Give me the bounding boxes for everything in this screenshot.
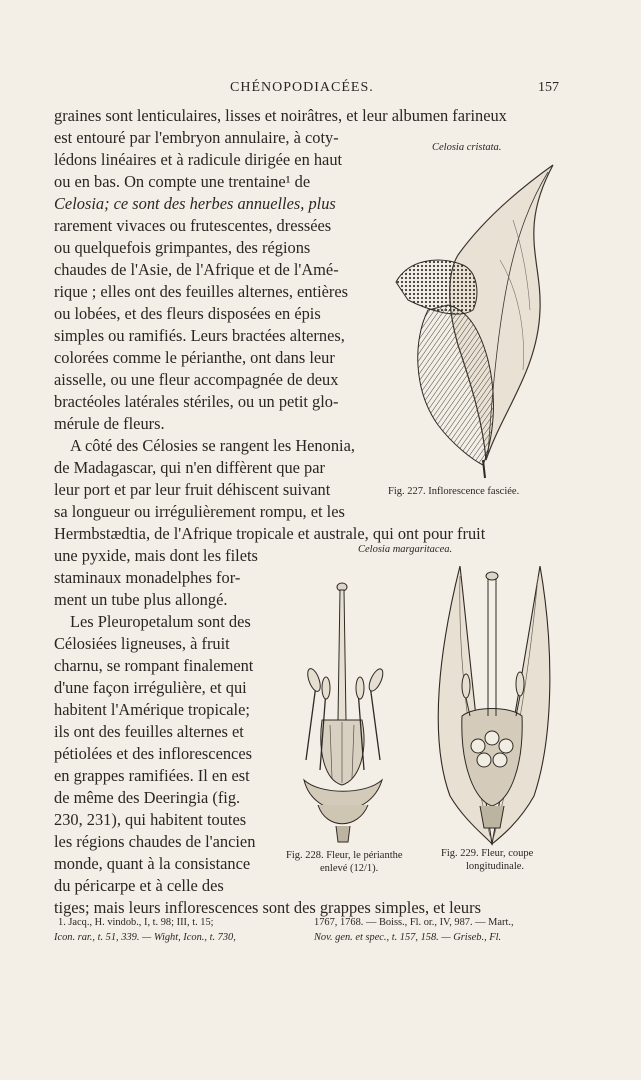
text-line: charnu, se rompant finalement xyxy=(54,656,254,675)
text-line: A côté des Célosies se rangent les Henonia, xyxy=(70,436,355,455)
figure-227-species-label: Celosia cristata. xyxy=(432,142,502,153)
text-line: rique ; elles ont des feuilles alternes, entières xyxy=(54,282,349,301)
text-line: bractéoles latérales stériles, ou un petit glo- xyxy=(54,392,339,411)
page-number: 157 xyxy=(538,80,559,95)
figure-228-species-label: Celosia margaritacea. xyxy=(358,544,453,555)
text-line: Célosiées ligneuses, à fruit xyxy=(54,634,230,653)
footnote-left-line-2: Icon. rar., t. 51, 339. — Wight, Icon., t. 730, xyxy=(54,932,236,943)
text-line: ils ont des feuilles alternes et xyxy=(54,722,244,741)
text-line: lédons linéaires et à radicule dirigée en haut xyxy=(54,150,343,169)
text-line: les régions chaudes de l'ancien xyxy=(54,832,256,851)
footnote-left-line-1: 1. Jacq., H. vindob., I, t. 98; III, t. 15; xyxy=(58,917,214,928)
figure-229-caption: Fig. 229. Fleur, coupe xyxy=(441,848,534,859)
text-line: tiges; mais leurs inflorescences sont des grappes simples, et leurs xyxy=(54,898,481,917)
text-line: colorées comme le périanthe, ont dans leur xyxy=(54,348,335,367)
text-line: du péricarpe et à celle des xyxy=(54,876,224,895)
figure-228-caption-scale: enlevé (12/1). xyxy=(320,863,379,874)
text-line: Les Pleuropetalum sont des xyxy=(70,612,251,631)
text-line: graines sont lenticulaires, lisses et noirâtres, et leur albumen farineux xyxy=(54,106,507,125)
text-line: ou lobées, et des fleurs disposées en épis xyxy=(54,304,321,323)
running-header: CHÉNOPODIACÉES. xyxy=(230,80,374,95)
figure-228-caption: Fig. 228. Fleur, le périanthe xyxy=(286,850,403,861)
text-line: mérule de fleurs. xyxy=(54,414,165,433)
text-line: Celosia; ce sont des herbes annuelles, plus xyxy=(54,194,336,213)
text-line: est entouré par l'embryon annulaire, à coty- xyxy=(54,128,339,147)
figure-228-illustration xyxy=(296,580,402,848)
text-line: sa longueur ou irrégulièrement rompu, et les xyxy=(54,502,345,521)
text-line: ou quelquefois grimpantes, des régions xyxy=(54,238,311,257)
text-line: d'une façon irrégulière, et qui xyxy=(54,678,247,697)
text-line: chaudes de l'Asie, de l'Afrique et de l'Amé- xyxy=(54,260,339,279)
text-line: rarement vivaces ou frutescentes, dressées xyxy=(54,216,332,235)
footnote-right-line-2: Nov. gen. et spec., t. 157, 158. — Griseb., Fl. xyxy=(314,932,502,943)
figure-227-caption: Fig. 227. Inflorescence fasciée. xyxy=(388,486,520,497)
text-line: habitent l'Amérique tropicale; xyxy=(54,700,250,719)
figure-227-illustration xyxy=(388,160,560,480)
figure-229-illustration xyxy=(430,566,554,846)
figure-229-caption-detail: longitudinale. xyxy=(466,861,525,872)
footnote-right-line-1: 1767, 1768. — Boiss., Fl. or., IV, 987. — Mart., xyxy=(314,917,514,928)
text-line: aisselle, ou une fleur accompagnée de deux xyxy=(54,370,339,389)
text-line: leur port et par leur fruit déhiscent suivant xyxy=(54,480,331,499)
text-line: Hermbstædtia, de l'Afrique tropicale et australe, qui ont pour fruit xyxy=(54,524,486,543)
text-line: monde, quant à la consistance xyxy=(54,854,251,873)
text-line: en grappes ramifiées. Il en est xyxy=(54,766,250,785)
text-line: ou en bas. On compte une trentaine¹ de xyxy=(54,172,311,191)
text-line: pétiolées et des inflorescences xyxy=(54,744,252,763)
text-line: 230, 231), qui habitent toutes xyxy=(54,810,247,829)
text-line: staminaux monadelphes for- xyxy=(54,568,241,587)
text-line: de même des Deeringia (fig. xyxy=(54,788,241,807)
text-line: de Madagascar, qui n'en diffèrent que par xyxy=(54,458,325,477)
text-line: simples ou ramifiés. Leurs bractées alternes, xyxy=(54,326,345,345)
text-line: une pyxide, mais dont les filets xyxy=(54,546,258,565)
text-line: ment un tube plus allongé. xyxy=(54,590,228,609)
